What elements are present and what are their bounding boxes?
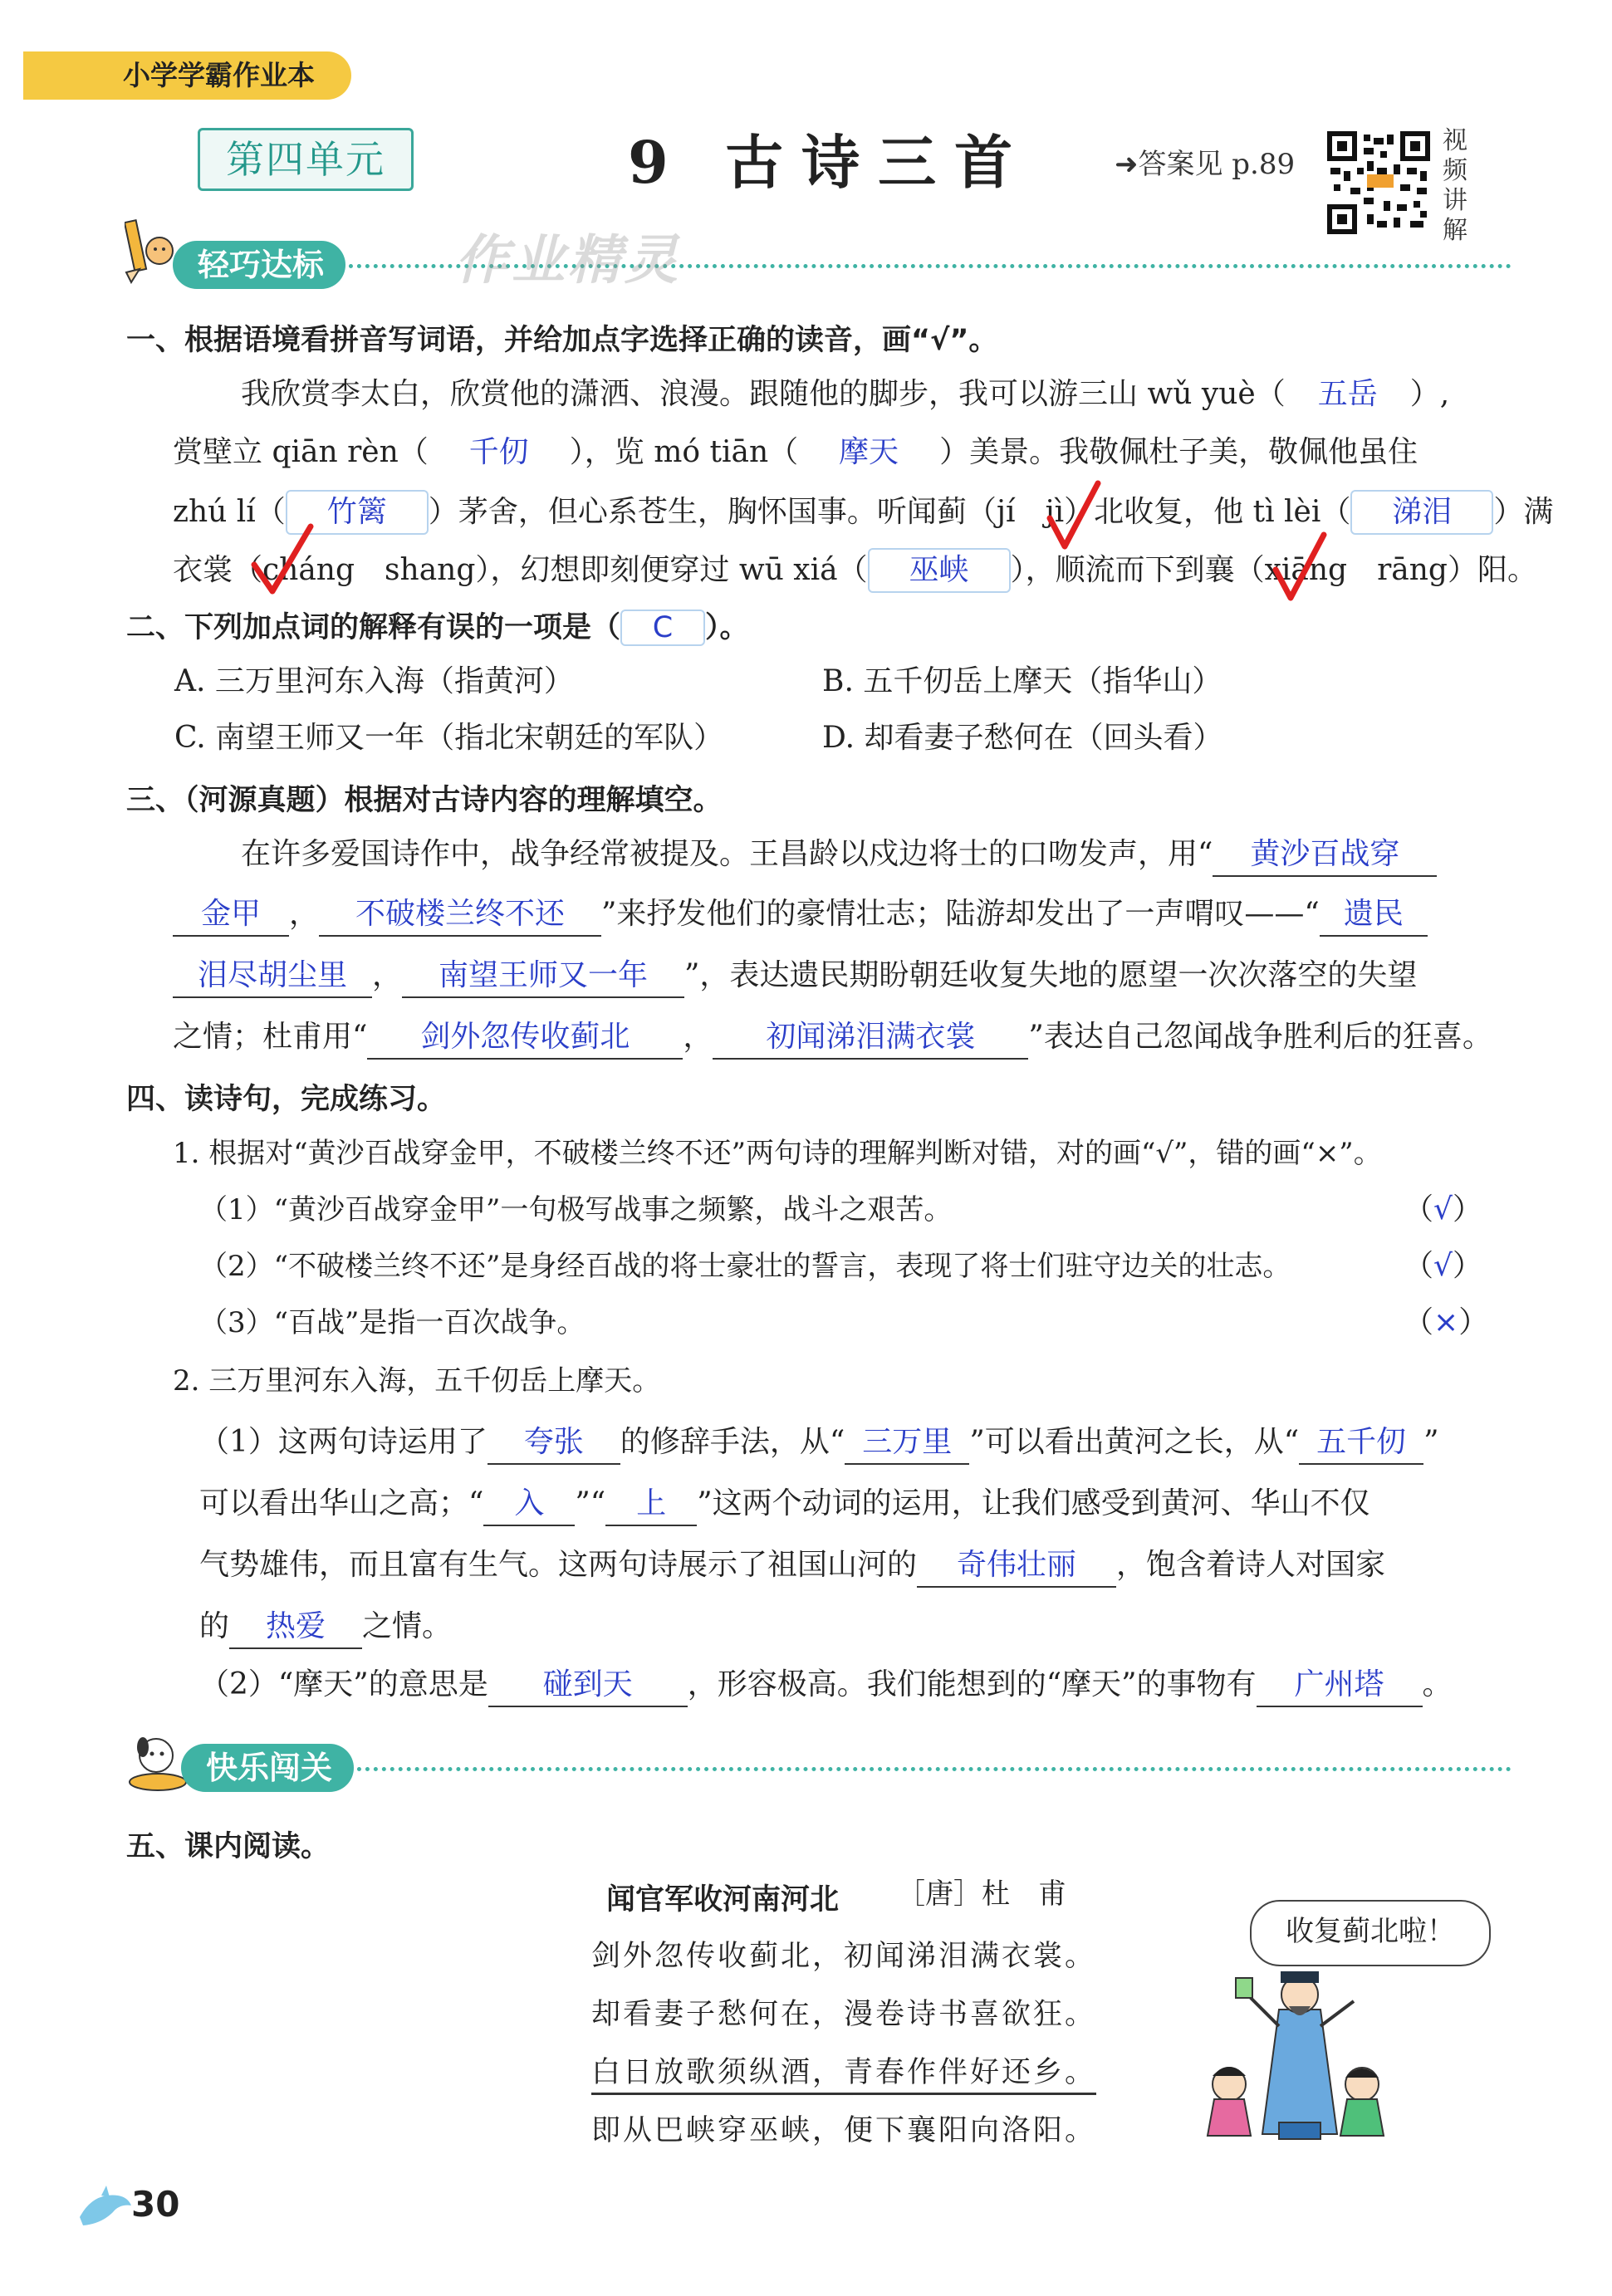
q4-mark-3[interactable]: （×） [1404,1305,1489,1339]
page-number: 30 [131,2184,180,2225]
q4-answer-2[interactable]: 三万里 [845,1422,969,1465]
q3-answer-2[interactable]: 金甲 [173,893,289,937]
q4-s2-line4: 的 热爱 之情。 [199,1606,452,1649]
q4-mark-1[interactable]: （√） [1404,1192,1482,1226]
q1-line4: 衣裳（cháng shang），幻想即刻便穿过 wū xiá（ 巫峡 ），顺流而下到襄（xiāng rāng）阳。 [173,548,1537,593]
poem-line-3: 白日放歌须纵酒，青春作伴好还乡。 [591,2049,1096,2095]
q4-sub1: 1. 根据对“黄沙百战穿金甲，不破楼兰终不还”两句诗的理解判断对错，对的画“√”，错的画“×”。 [173,1137,1382,1170]
q4-item-2: （2）“不破楼兰终不还”是身经百战的将士豪壮的誓言，表现了将士们驻守边关的壮志。 [199,1250,1291,1283]
q1-answer-5[interactable]: 涕泪 [1350,490,1493,535]
q1-line3: zhú lí（ 竹篱 ）茅舍，但心系苍生，胸怀国事。听闻蓟（jí jì）北收复，他 tì lèi（ 涕泪 ）满 [173,490,1553,535]
speech-bubble: 收复蓟北啦！ [1250,1900,1491,1966]
q1-answer-4[interactable]: 竹篱 [286,490,429,535]
q5-title: 五、课内阅读。 [126,1830,331,1863]
q3-answer-1[interactable]: 黄沙百战穿 [1213,834,1437,877]
q2-option-d: D. 却看妻子愁何在（回头看） [822,721,1223,755]
q3-answer-7[interactable]: 剑外忽传收蓟北 [367,1016,683,1060]
unit-label: 第四单元 [198,128,414,191]
lesson-title: 9 古诗三首 [628,128,1031,197]
q4-title: 四、读诗句，完成练习。 [126,1083,447,1116]
q4-answer-1[interactable]: 夸张 [488,1422,620,1465]
section-label-happy: 快乐闯关 [181,1744,354,1792]
q3-line1: 在许多爱国诗作中，战争经常被提及。王昌龄以戍边将士的口吻发声，用“ 黄沙百战穿 [241,834,1437,877]
q4-s2-line5: （2）“摩天”的意思是 碰到天 ，形容极高。我们能想到的“摩天”的事物有 广州塔 。 [199,1664,1453,1707]
q2-option-c: C. 南望王师又一年（指北宋朝廷的军队） [174,721,724,755]
q3-line4: 之情；杜甫用“ 剑外忽传收蓟北 ， 初闻涕泪满衣裳 ”表达自己忽闻战争胜利后的狂喜。 [173,1016,1492,1060]
q1-answer-1[interactable]: 五岳 [1317,377,1378,411]
q3-answer-8[interactable]: 初闻涕泪满衣裳 [713,1016,1028,1060]
check-mark-icon [249,523,316,598]
check-mark-icon [1045,480,1103,555]
q1-title: 一、根据语境看拼音写词语，并给加点字选择正确的读音，画“√”。 [126,324,998,357]
q2-answer[interactable]: C [620,609,705,646]
dog-mascot-icon [125,1727,191,1794]
q4-s2-line3: 气势雄伟，而且富有生气。这两句诗展示了祖国山河的 奇伟壮丽 ，饱含着诗人对国家 [199,1545,1385,1588]
q2-title: 二、下列加点词的解释有误的一项是（ C ）。 [126,611,749,644]
brand-banner: 小学学霸作业本 [23,51,351,100]
q4-answer-6[interactable]: 奇伟壮丽 [917,1545,1116,1588]
check-mark-icon [1271,531,1329,606]
pencil-mascot-icon [125,218,176,284]
q4-mark-2[interactable]: （√） [1404,1249,1482,1283]
poem-line-2: 却看妻子愁何在，漫卷诗书喜欲狂。 [591,1998,1097,2031]
poem-title: 闻官军收河南河北 [606,1883,840,1917]
q2-option-b: B. 五千仞岳上摩天（指华山） [822,664,1222,698]
q4-answer-5[interactable]: 上 [605,1483,697,1526]
poem-line-1: 剑外忽传收蓟北，初闻涕泪满衣裳。 [591,1940,1097,1973]
q3-answer-3[interactable]: 不破楼兰终不还 [319,893,601,937]
video-label: 视频讲解 [1443,126,1467,245]
poem-line-4: 即从巴峡穿巫峡，便下襄阳向洛阳。 [591,2114,1097,2147]
q1-line1: 我欣赏李太白，欣赏他的潇洒、浪漫。跟随他的脚步，我可以游三山 wǔ yuè（ 五岳 ）, [241,374,1449,415]
q2-option-a: A. 三万里河东入海（指黄河） [174,664,574,698]
section-divider [349,1767,1512,1771]
q4-s2-line1: （1）这两句诗运用了 夸张 的修辞手法，从“ 三万里 ”可以看出黄河之长，从“ 五千仞 ” [199,1422,1439,1465]
q3-answer-6[interactable]: 南望王师又一年 [402,955,684,998]
q4-sub2: 2. 三万里河东入海，五千仞岳上摩天。 [173,1364,661,1398]
q4-item-1: （1）“黄沙百战穿金甲”一句极写战事之频繁，战斗之艰苦。 [199,1193,953,1226]
q1-answer-6[interactable]: 巫峡 [868,548,1011,593]
section-label-easy: 轻巧达标 [173,241,345,289]
q3-title: 三、（河源真题）根据对古诗内容的理解填空。 [126,784,723,817]
q3-line2: 金甲 ， 不破楼兰终不还 ”来抒发他们的豪情壮志；陆游却发出了一声喟叹——“ 遗民 [173,893,1428,937]
q4-answer-8[interactable]: 碰到天 [488,1664,688,1707]
q4-answer-9[interactable]: 广州塔 [1257,1664,1423,1707]
dolphin-icon [76,2184,135,2230]
q3-line3: 泪尽胡尘里 ， 南望王师又一年 ”，表达遗民期盼朝廷收复失地的愿望一次次落空的失望 [173,955,1417,998]
q4-item-3: （3）“百战”是指一百次战争。 [199,1306,586,1339]
q4-answer-4[interactable]: 入 [483,1483,575,1526]
q3-answer-4[interactable]: 遗民 [1320,893,1428,937]
answer-reference: ➜答案见 p.89 [1115,148,1296,181]
q1-line2: 赏壁立 qiān rèn（ 千仞 ），览 mó tiān（ 摩天 ）美景。我敬佩杜子美，敬佩他虽住 [173,432,1418,473]
watermark: 作业精灵 [455,230,681,291]
q1-answer-3[interactable]: 摩天 [839,435,899,469]
poem-author: ［唐］杜 甫 [897,1877,1066,1911]
poet-with-children-illustration [1196,1960,1395,2142]
qr-code-icon[interactable] [1327,131,1430,234]
q1-answer-2[interactable]: 千仞 [468,435,529,469]
q3-answer-5[interactable]: 泪尽胡尘里 [173,955,372,998]
q4-answer-7[interactable]: 热爱 [229,1606,362,1649]
q4-answer-3[interactable]: 五千仞 [1299,1422,1423,1465]
q4-s2-line2: 可以看出华山之高；“ 入 ”“ 上 ”这两个动词的运用，让我们感受到黄河、华山不仅 [199,1483,1370,1526]
